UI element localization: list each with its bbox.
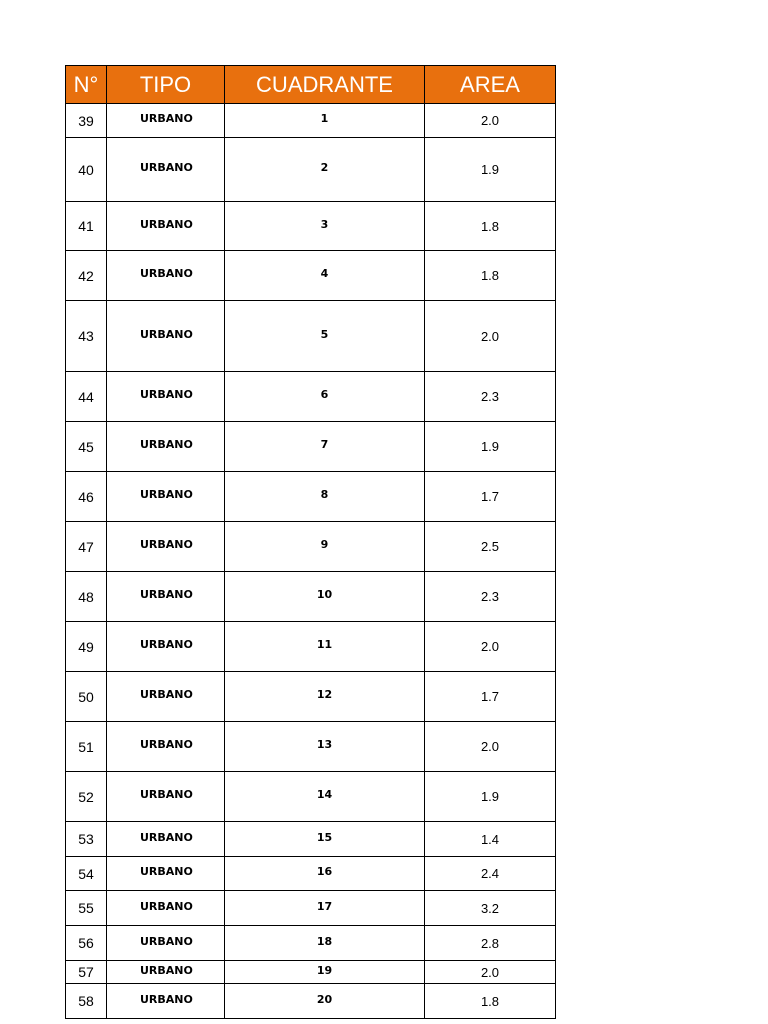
table-row — [66, 251, 556, 301]
cell-area: 2.5 — [425, 522, 556, 572]
cell-tipo: URBANO — [107, 857, 225, 891]
cell-tipo: URBANO — [107, 104, 225, 138]
header-cuadrante: CUADRANTE — [225, 66, 425, 104]
cell-area: 1.4 — [425, 822, 556, 857]
cell-tipo: URBANO — [107, 622, 225, 672]
cell-tipo: URBANO — [107, 961, 225, 984]
table-row — [66, 522, 556, 572]
cell-area: 2.0 — [425, 722, 556, 772]
cell-tipo: URBANO — [107, 301, 225, 372]
table-row — [66, 202, 556, 251]
table-row — [66, 891, 556, 926]
header-area: AREA — [425, 66, 556, 104]
cell-area: 1.7 — [425, 472, 556, 522]
cell-area: 1.7 — [425, 672, 556, 722]
cell-numero: 56 — [66, 926, 107, 961]
cell-tipo: URBANO — [107, 472, 225, 522]
cell-numero: 39 — [66, 104, 107, 138]
cell-tipo: URBANO — [107, 372, 225, 422]
table-row — [66, 722, 556, 772]
cell-area: 2.8 — [425, 926, 556, 961]
cell-tipo: URBANO — [107, 984, 225, 1019]
cell-numero: 41 — [66, 202, 107, 251]
cell-tipo: URBANO — [107, 138, 225, 202]
table-row — [66, 472, 556, 522]
cell-numero: 50 — [66, 672, 107, 722]
table-header-row — [66, 66, 556, 104]
cell-numero: 43 — [66, 301, 107, 372]
table-row — [66, 572, 556, 622]
table-row — [66, 926, 556, 961]
cell-numero: 42 — [66, 251, 107, 301]
cell-area: 1.9 — [425, 422, 556, 472]
cell-cuadrante: 15 — [225, 822, 425, 857]
cell-numero: 46 — [66, 472, 107, 522]
table-row — [66, 961, 556, 984]
table-row — [66, 138, 556, 202]
header-tipo: TIPO — [107, 66, 225, 104]
cell-cuadrante: 5 — [225, 301, 425, 372]
cell-area: 1.8 — [425, 251, 556, 301]
cell-cuadrante: 3 — [225, 202, 425, 251]
cell-cuadrante: 10 — [225, 572, 425, 622]
cell-numero: 48 — [66, 572, 107, 622]
cell-cuadrante: 8 — [225, 472, 425, 522]
cell-tipo: URBANO — [107, 202, 225, 251]
table-row — [66, 622, 556, 672]
cell-area: 2.0 — [425, 622, 556, 672]
cell-area: 1.9 — [425, 138, 556, 202]
cell-tipo: URBANO — [107, 722, 225, 772]
cell-cuadrante: 1 — [225, 104, 425, 138]
table-row — [66, 772, 556, 822]
table-body — [66, 104, 556, 1019]
cell-cuadrante: 11 — [225, 622, 425, 672]
cell-cuadrante: 16 — [225, 857, 425, 891]
table-row — [66, 104, 556, 138]
cell-tipo: URBANO — [107, 926, 225, 961]
table-row — [66, 372, 556, 422]
cell-numero: 54 — [66, 857, 107, 891]
cell-area: 2.0 — [425, 104, 556, 138]
cell-numero: 53 — [66, 822, 107, 857]
cell-area: 2.3 — [425, 572, 556, 622]
cell-cuadrante: 13 — [225, 722, 425, 772]
cell-cuadrante: 12 — [225, 672, 425, 722]
cell-cuadrante: 19 — [225, 961, 425, 984]
cell-tipo: URBANO — [107, 891, 225, 926]
cell-tipo: URBANO — [107, 572, 225, 622]
table-row — [66, 822, 556, 857]
cell-cuadrante: 4 — [225, 251, 425, 301]
cell-cuadrante: 20 — [225, 984, 425, 1019]
cell-numero: 52 — [66, 772, 107, 822]
cell-area: 3.2 — [425, 891, 556, 926]
table-row — [66, 984, 556, 1019]
table-row — [66, 857, 556, 891]
cell-numero: 55 — [66, 891, 107, 926]
table-row — [66, 422, 556, 472]
cell-cuadrante: 6 — [225, 372, 425, 422]
cell-numero: 58 — [66, 984, 107, 1019]
cell-cuadrante: 7 — [225, 422, 425, 472]
cell-numero: 45 — [66, 422, 107, 472]
cell-cuadrante: 14 — [225, 772, 425, 822]
cell-tipo: URBANO — [107, 251, 225, 301]
cell-cuadrante: 18 — [225, 926, 425, 961]
cell-area: 1.8 — [425, 202, 556, 251]
cell-numero: 47 — [66, 522, 107, 572]
cell-tipo: URBANO — [107, 522, 225, 572]
cell-numero: 49 — [66, 622, 107, 672]
cell-cuadrante: 9 — [225, 522, 425, 572]
cell-tipo: URBANO — [107, 672, 225, 722]
cell-area: 2.0 — [425, 301, 556, 372]
cell-area: 2.0 — [425, 961, 556, 984]
table-row — [66, 672, 556, 722]
cell-cuadrante: 17 — [225, 891, 425, 926]
cell-area: 1.9 — [425, 772, 556, 822]
cell-numero: 51 — [66, 722, 107, 772]
cell-area: 2.3 — [425, 372, 556, 422]
table-row — [66, 301, 556, 372]
cell-numero: 57 — [66, 961, 107, 984]
cuadrantes-table — [65, 65, 556, 1019]
cell-numero: 40 — [66, 138, 107, 202]
cell-area: 1.8 — [425, 984, 556, 1019]
cell-tipo: URBANO — [107, 422, 225, 472]
cell-cuadrante: 2 — [225, 138, 425, 202]
header-numero: N° — [66, 66, 107, 104]
cell-tipo: URBANO — [107, 772, 225, 822]
cell-tipo: URBANO — [107, 822, 225, 857]
cell-numero: 44 — [66, 372, 107, 422]
cell-area: 2.4 — [425, 857, 556, 891]
